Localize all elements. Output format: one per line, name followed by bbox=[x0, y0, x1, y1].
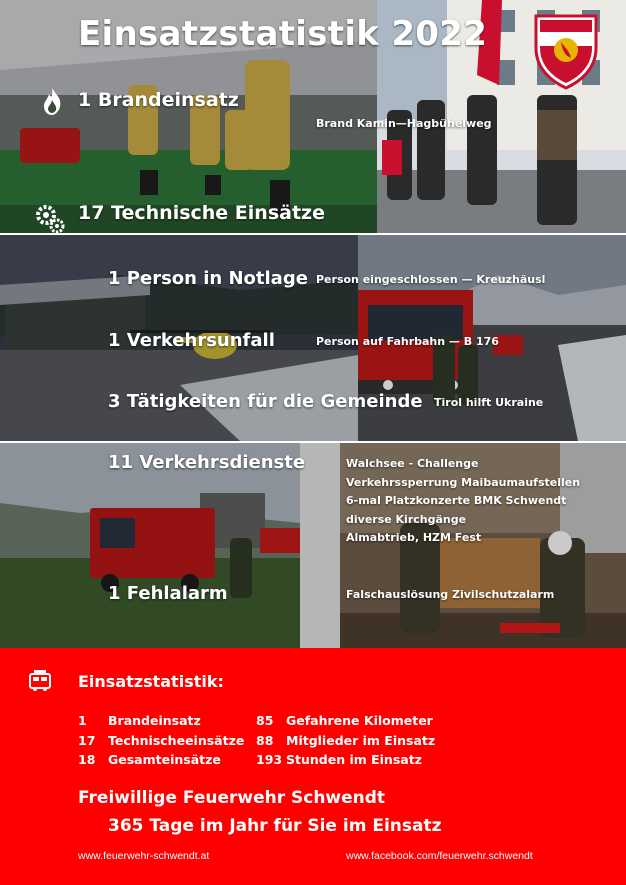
stat-right-3-num: 193 bbox=[256, 752, 283, 767]
stat-right-1-label: Gefahrene Kilometer bbox=[286, 713, 433, 728]
stat-left-3-num: 18 bbox=[78, 752, 96, 767]
falsealarm-detail: Falschauslösung Zivilschutzalarm bbox=[346, 588, 555, 601]
facebook-link[interactable]: www.facebook.com/feuerwehr.schwendt bbox=[346, 850, 533, 862]
traffic-detail: Person auf Fahrbahn — B 176 bbox=[316, 335, 499, 348]
fire-truck-icon bbox=[28, 669, 52, 693]
fire-icon bbox=[40, 86, 64, 116]
gears-icon bbox=[34, 203, 66, 235]
trafficservice-detail-4: diverse Kirchgänge bbox=[346, 513, 467, 526]
stat-left-3-label: Gesamteinsätze bbox=[108, 752, 221, 767]
municipal-label: 3 Tätigkeiten für die Gemeinde bbox=[108, 391, 423, 412]
trafficservice-detail-2: Verkehrssperrung Maibaumaufstellen bbox=[346, 476, 581, 489]
falsealarm-label: 1 Fehlalarm bbox=[108, 583, 228, 604]
fire-label: 1 Brandeinsatz bbox=[78, 89, 239, 111]
trafficservice-label: 11 Verkehrsdienste bbox=[108, 452, 306, 473]
traffic-label: 1 Verkehrsunfall bbox=[108, 330, 275, 351]
slogan: 365 Tage im Jahr für Sie im Einsatz bbox=[108, 816, 442, 836]
stat-left-2-num: 17 bbox=[78, 733, 96, 748]
technical-label: 17 Technische Einsätze bbox=[78, 202, 325, 224]
stat-left-1-num: 1 bbox=[78, 713, 87, 728]
truck-field-photo bbox=[0, 443, 300, 648]
training-indoor-photo bbox=[300, 443, 626, 648]
stat-left-2-label: Technischeeinsätze bbox=[108, 733, 245, 748]
stat-right-2-label: Mitglieder im Einsatz bbox=[286, 733, 436, 748]
trafficservice-detail-5: Almabtrieb, HZM Fest bbox=[346, 531, 482, 544]
fire-detail: Brand Kamin—Hagbühelweg bbox=[316, 117, 492, 130]
person-detail: Person eingeschlossen — Kreuzhäusl bbox=[316, 273, 546, 286]
organization-name: Freiwillige Feuerwehr Schwendt bbox=[78, 788, 386, 808]
trafficservice-detail-3: 6-mal Platzkonzerte BMK Schwendt bbox=[346, 494, 567, 507]
lower-photo-panel bbox=[0, 443, 626, 648]
stat-left-1-label: Brandeinsatz bbox=[108, 713, 201, 728]
stat-right-2-num: 88 bbox=[256, 733, 274, 748]
fire-brigade-crest-icon bbox=[531, 12, 601, 90]
person-label: 1 Person in Notlage bbox=[108, 268, 308, 289]
municipal-detail: Tirol hilft Ukraine bbox=[434, 396, 544, 409]
website-link[interactable]: www.feuerwehr-schwendt.at bbox=[78, 850, 210, 862]
page-title: Einsatzstatistik 2022 bbox=[78, 14, 488, 54]
stat-right-3-label: Stunden im Einsatz bbox=[286, 752, 422, 767]
stat-right-1-num: 85 bbox=[256, 713, 274, 728]
trafficservice-detail-1: Walchsee - Challenge bbox=[346, 457, 479, 470]
summary-heading: Einsatzstatistik: bbox=[78, 672, 224, 691]
